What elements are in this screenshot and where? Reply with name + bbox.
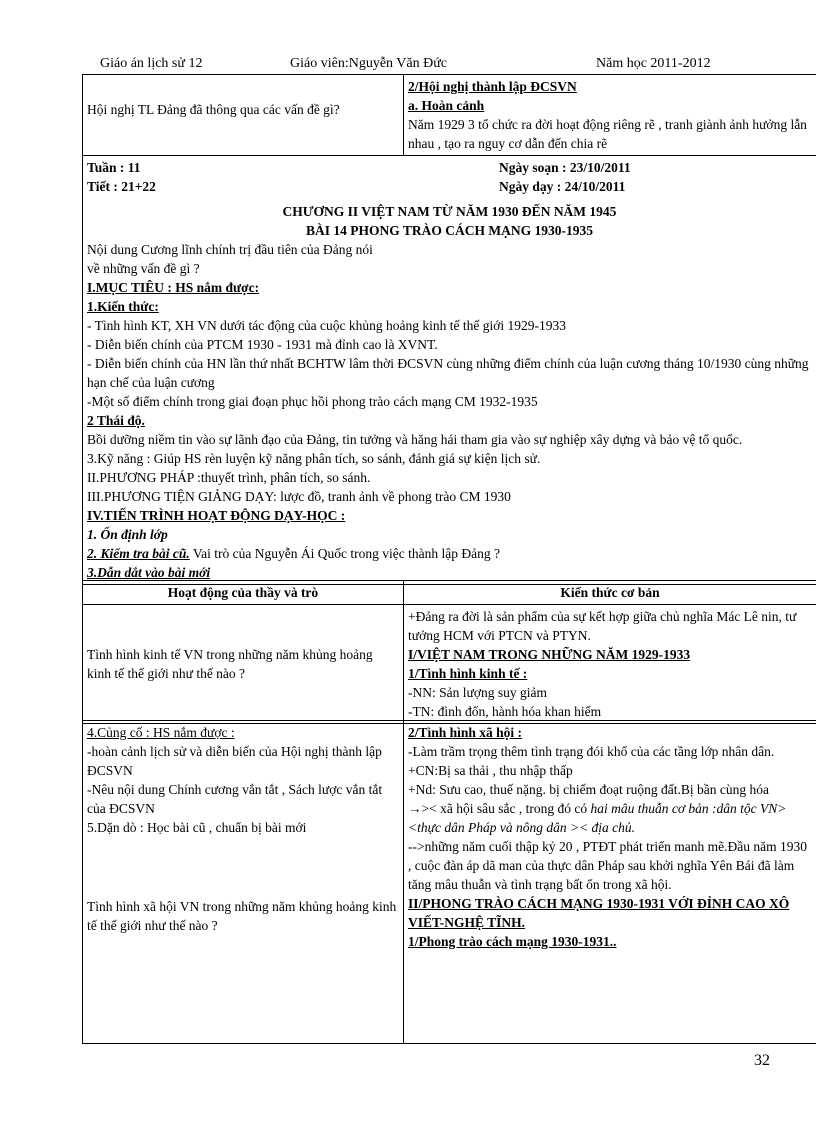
top-right-cell — [404, 75, 816, 156]
paragraph: -NN: Sản lượng suy giảm — [408, 685, 547, 700]
knowledge-4: -Một số điểm chính trong giai đoạn phục hồi phong trào cách mạng CM 1932-1935 — [87, 394, 538, 409]
page-number: 32 — [754, 1052, 770, 1069]
step-3: 3.Dẫn dắt vào bài mới — [87, 565, 211, 580]
activity-right — [404, 605, 816, 724]
section-heading: II/PHONG TRÀO CÁCH MẠNG 1930-1931 VỚI ĐỈNH CAO XÔ VIẾT-NGHỆ TĨNH. — [408, 896, 790, 930]
question-text-2: Nội dung Cương lĩnh chính trị đầu tiên của Đảng nói về những vấn đề gì ? — [87, 242, 373, 276]
lesson-title: BÀI 14 PHONG TRÀO CÁCH MẠNG 1930-1935 — [305, 223, 593, 238]
attitude-text: Bồi dưỡng niềm tin vào sự lãnh đạo của Đảng, tin tưởng và hăng hái tham gia vào sự nghiệp xây dựng và bảo vệ tổ quốc. — [87, 432, 743, 447]
bottom-left — [83, 721, 404, 1044]
subheading: 1/Tình hình kinh tế : — [408, 666, 528, 681]
subheading: a. Hoàn cảnh — [408, 98, 485, 113]
col-header-activity: Hoạt động của thầy và trò — [83, 581, 404, 605]
means-text: III.PHƯƠNG TIỆN GIẢNG DẠY: lược đồ, tranh ảnh về phong trào CM 1930 — [87, 489, 511, 504]
attitude-title: 2 Thái độ. — [87, 413, 145, 428]
lesson-plan-table — [82, 74, 816, 585]
paragraph: -TN: đình đốn, hành hóa khan hiếm — [408, 704, 602, 719]
consolidate-2: -Nêu nội dung Chính cương vắn tắt , Sách lược vắn tắt của ĐCSVN — [87, 782, 383, 816]
knowledge-title: 1.Kiến thức: — [87, 299, 159, 314]
paragraph: +Nd: Sưu cao, thuế nặng. bị chiếm đoạt ruộng đất.Bị bần cùng hóa — [408, 782, 769, 797]
knowledge-2: - Diễn biến chính của PTCM 1930 - 1931 mà đỉnh cao là XVNT. — [87, 337, 438, 352]
paragraph: hai mâu thuẫn cơ bản :dân tộc VN><thực dân Pháp và nông dân >< địa chủ. — [408, 801, 787, 835]
section-heading: 2/Hội nghị thành lập ĐCSVN — [408, 79, 577, 94]
paragraph: +Đảng ra đời là sản phẩm của sự kết hợp giữa chủ nghĩa Mác Lê nin, tư tưởng HCM với PTCN và PTYN. — [408, 609, 797, 643]
knowledge-3: - Diễn biến chính của HN lần thứ nhất BCHTW lâm thời ĐCSVN cùng những điểm chính của luận cương tháng 10/1930 cùng những hạn chế của luận cương — [87, 356, 809, 390]
subheading: 1/Phong trào cách mạng 1930-1931.. — [408, 934, 617, 949]
chapter-title: CHƯƠNG II VIỆT NAM TỪ NĂM 1930 ĐẾN NĂM 1945 — [282, 204, 617, 219]
date-teach: Ngày dạy : 24/10/2011 — [499, 179, 626, 194]
paragraph: →>< xã hội sâu sắc , trong đó có — [408, 801, 591, 816]
period: Tiết : 21+22 — [87, 179, 156, 194]
col-header-knowledge: Kiến thức cơ bản — [404, 581, 816, 605]
bottom-right — [404, 721, 816, 1044]
question-text-4: Tình hình xã hội VN trong những năm khủng hoảng kinh tế thế giới như thế nào ? — [87, 899, 397, 933]
consolidate-1: -hoàn cảnh lịch sử và diễn biến của Hội nghị thành lập ĐCSVN — [87, 744, 382, 778]
plan-cell — [83, 156, 816, 585]
step-2: 2. Kiểm tra bài cũ. — [87, 546, 190, 561]
paragraph: Năm 1929 3 tổ chức ra đời hoạt động riêng rẽ , tranh giành ảnh hưởng lẫn nhau , tạo ra nguy cơ dẫn đến chia rẽ — [408, 117, 807, 151]
question-text: Hội nghị TL Đảng đã thông qua các vấn đề gì? — [87, 101, 340, 117]
top-left-cell — [83, 75, 404, 156]
section-heading: I/VIỆT NAM TRONG NHỮNG NĂM 1929-1933 — [408, 647, 691, 662]
process-title: IV.TIẾN TRÌNH HOẠT ĐỘNG DẠY-HỌC : — [87, 508, 346, 523]
paragraph: -Làm trầm trọng thêm tình trạng đói khổ của các tầng lớp nhân dân. — [408, 744, 775, 759]
question-text-3: Tình hình kinh tế VN trong những năm khủng hoảng kinh tế thế giới như thế nào ? — [87, 647, 373, 681]
activity-left — [83, 605, 404, 724]
paragraph: -->những năm cuối thập kỷ 20 , PTĐT phát triển manh mẽ.Đầu năm 1930 , cuộc đàn áp dã man của thực dân Pháp sau khởi nghĩa Yên Bái đã làm tăng mâu thuẫn và tình trạng bất ổn trong xã hội. — [408, 839, 807, 892]
step-1: 1. Ổn định lớp — [87, 527, 168, 542]
header-subject: Giáo án lịch sử 12 — [100, 56, 203, 71]
step-2-text: Vai trò của Nguyễn Ái Quốc trong việc thành lập Đảng ? — [189, 546, 500, 561]
header-year: Năm học 2011-2012 — [596, 56, 711, 71]
knowledge-1: - Tình hình KT, XH VN dưới tác động của cuộc khủng hoảng kinh tế thế giới 1929-1933 — [87, 318, 567, 333]
paragraph: +CN:Bị sa thải , thu nhập thấp — [408, 763, 573, 778]
consolidate-title: 4.Củng cố : HS nắm được : — [87, 725, 235, 740]
activity-table — [82, 580, 816, 724]
homework: 5.Dặn dò : Học bài cũ , chuẩn bị bài mới — [87, 820, 307, 835]
method-text: II.PHƯƠNG PHÁP :thuyết trình, phân tích, so sánh. — [87, 470, 371, 485]
date-prep: Ngày soạn : 23/10/2011 — [499, 160, 631, 175]
section-heading: 2/Tình hình xã hội : — [408, 725, 523, 740]
skill-text: 3.Kỹ năng : Giúp HS rèn luyện kỹ năng phân tích, so sánh, đánh giá sự kiện lịch sử. — [87, 451, 541, 466]
goals-title: I.MỤC TIÊU : HS nắm được: — [87, 280, 260, 295]
header-teacher: Giáo viên:Nguyễn Văn Đức — [290, 56, 448, 71]
bottom-table — [82, 720, 816, 1044]
week: Tuần : 11 — [87, 160, 141, 175]
